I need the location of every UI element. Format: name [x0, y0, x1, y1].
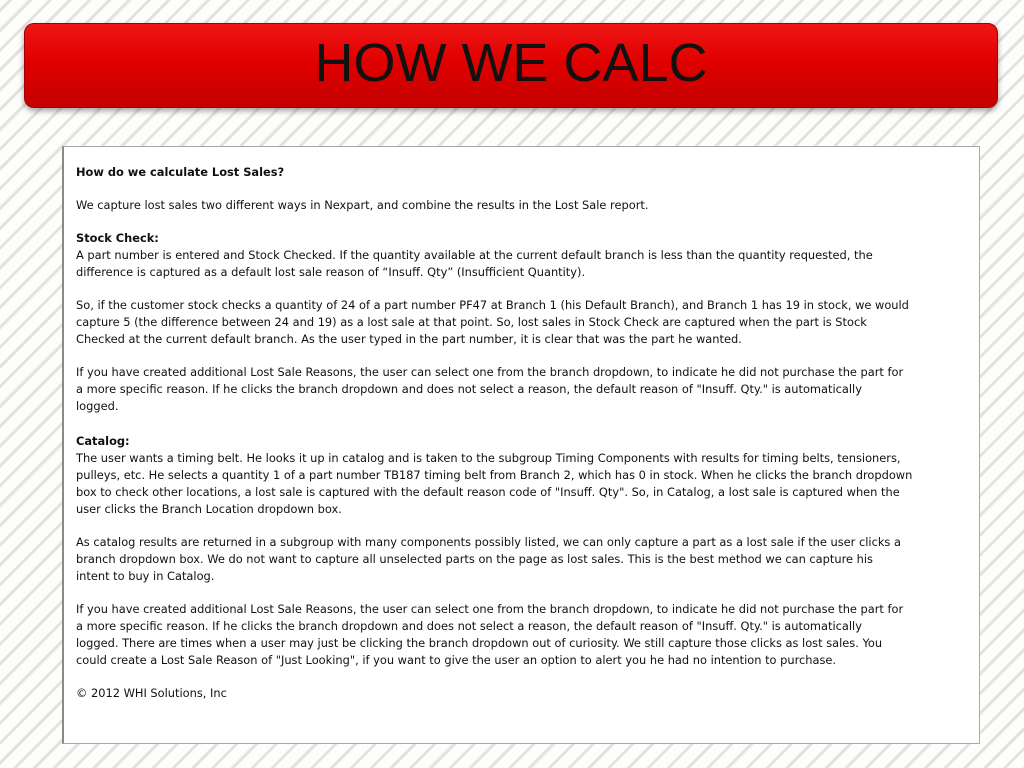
content-panel — [62, 146, 980, 744]
intro-paragraph: We capture lost sales two different ways in Nexpart, and combine the results in the Lost Sale report. — [76, 198, 649, 212]
title-banner — [24, 23, 998, 108]
stock-check-paragraph-2: So, if the customer stock checks a quantity of 24 of a part number PF47 at Branch 1 (his Default Branch), and Branch 1 has 19 in stock, we would capture 5 (the difference between 24 and 19) as a lost sale at that point. So, lost sales in Stock Check are captured when the part is Stock Checked at the current default branch. As the user typed in the part number, it is clear that was the part he wanted. — [76, 298, 909, 346]
catalog-heading: Catalog: — [76, 434, 130, 448]
copyright-text: © 2012 WHI Solutions, Inc — [76, 686, 227, 700]
stock-check-paragraph-3: If you have created additional Lost Sale Reasons, the user can select one from the branch dropdown, to indicate he did not purchase the part for a more specific reason. If he clicks the branch dropdown and does not select a reason, the default reason of "Insuff. Qty." is automatically logged. — [76, 365, 904, 413]
slide-title: HOW WE CALC — [314, 32, 708, 93]
stock-check-paragraph-1: A part number is entered and Stock Checked. If the quantity available at the current default branch is less than the quantity requested, the difference is captured as a default lost sale reason of “Insuff. Qty” (Insufficient Quantity). — [76, 248, 873, 279]
catalog-paragraph-1: The user wants a timing belt. He looks it up in catalog and is taken to the subgroup Timing Components with results for timing belts, tensioners, pulleys, etc. He selects a quantity 1 of a part number TB187 timing belt from Branch 2, which has 0 in stock. When he clicks the branch dropdown box to check other locations, a lost sale is captured with the default reason code of "Insuff. Qty". So, in Catalog, a lost sale is captured when the user clicks the Branch Location dropdown box. — [76, 451, 913, 516]
catalog-paragraph-2: As catalog results are returned in a subgroup with many components possibly listed, we can only capture a part as a lost sale if the user clicks a branch dropdown box. We do not want to capture all unselected parts on the page as lost sales. This is the best method we can capture his intent to buy in Catalog. — [76, 535, 901, 583]
catalog-paragraph-3: If you have created additional Lost Sale Reasons, the user can select one from the branch dropdown, to indicate he did not purchase the part for a more specific reason. If he clicks the branch dropdown and does not select a reason, the default reason of "Insuff. Qty." is automatically logged. There are times when a user may just be clicking the branch dropdown out of curiosity. We still capture those clicks as lost sales. You could create a Lost Sale Reason of "Just Looking", if you want to give the user an option to alert you he had no intention to purchase. — [76, 602, 904, 667]
question-heading: How do we calculate Lost Sales? — [76, 165, 285, 179]
stock-check-heading: Stock Check: — [76, 231, 159, 245]
